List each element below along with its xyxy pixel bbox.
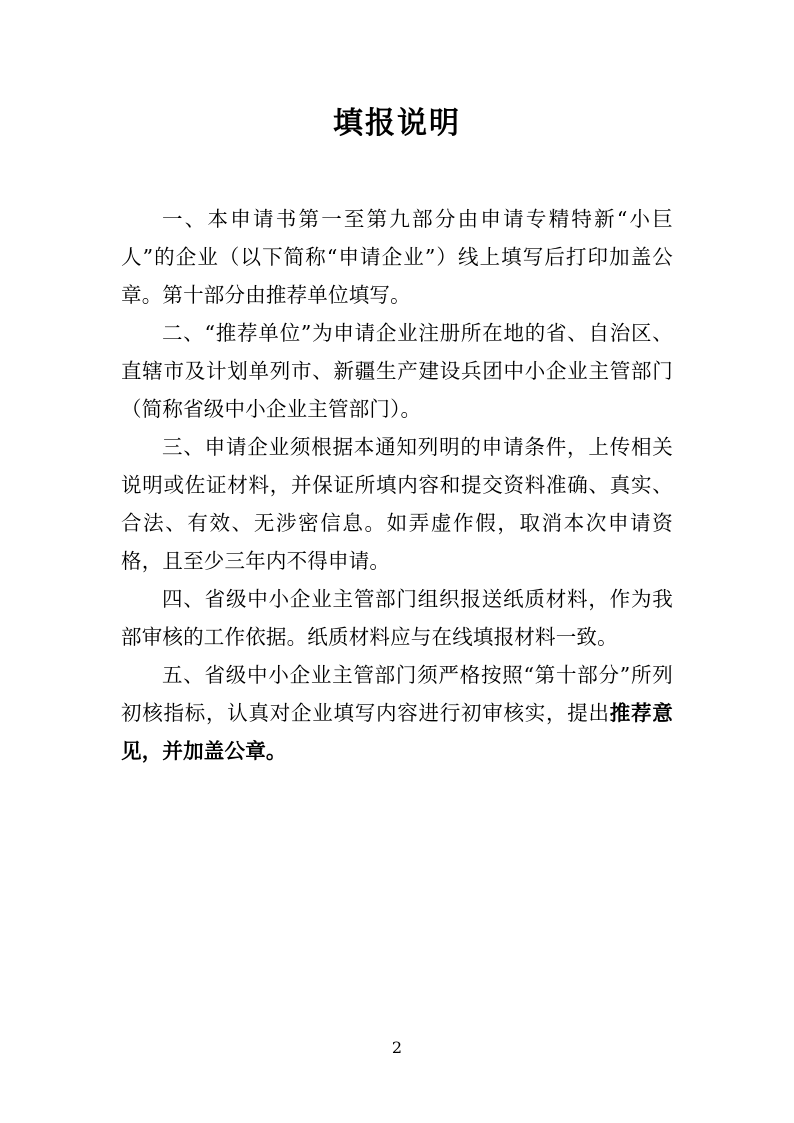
paragraph-text: 二、“推荐单位”为申请企业注册所在地的省、自治区、直辖市及计划单列市、新疆生产建设兵团中小企业主管部门（简称省级中小企业主管部门）。 [121, 321, 673, 421]
paragraph-item-4 [121, 580, 673, 656]
paragraph-emphasis: 推荐意见，并加盖公章。 [121, 701, 673, 763]
paragraph-item-2 [121, 314, 673, 428]
document-body [121, 142, 673, 770]
paragraph-item-5 [121, 656, 673, 770]
paragraph-item-1 [121, 200, 673, 314]
page-title: 填报说明 [333, 106, 461, 141]
paragraph-item-3 [121, 428, 673, 580]
paragraph-text: 五、省级中小企业主管部门须严格按照“第十部分”所列初核指标，认真对企业填写内容进行初审核实，提出 [121, 663, 673, 725]
paragraph-text: 一、本申请书第一至第九部分由申请专精特新“小巨人”的企业（以下简称“申请企业”）线上填写后打印加盖公章。第十部分由推荐单位填写。 [121, 207, 673, 307]
paragraph-text: 三、申请企业须根据本通知列明的申请条件，上传相关说明或佐证材料，并保证所填内容和提交资料准确、真实、合法、有效、无涉密信息。如弄虚作假，取消本次申请资格，且至少三年内不得申请。 [121, 435, 673, 573]
paragraph-text: 四、省级中小企业主管部门组织报送纸质材料，作为我部审核的工作依据。纸质材料应与在线填报材料一致。 [121, 587, 673, 649]
page-number: 2 [391, 1038, 403, 1057]
